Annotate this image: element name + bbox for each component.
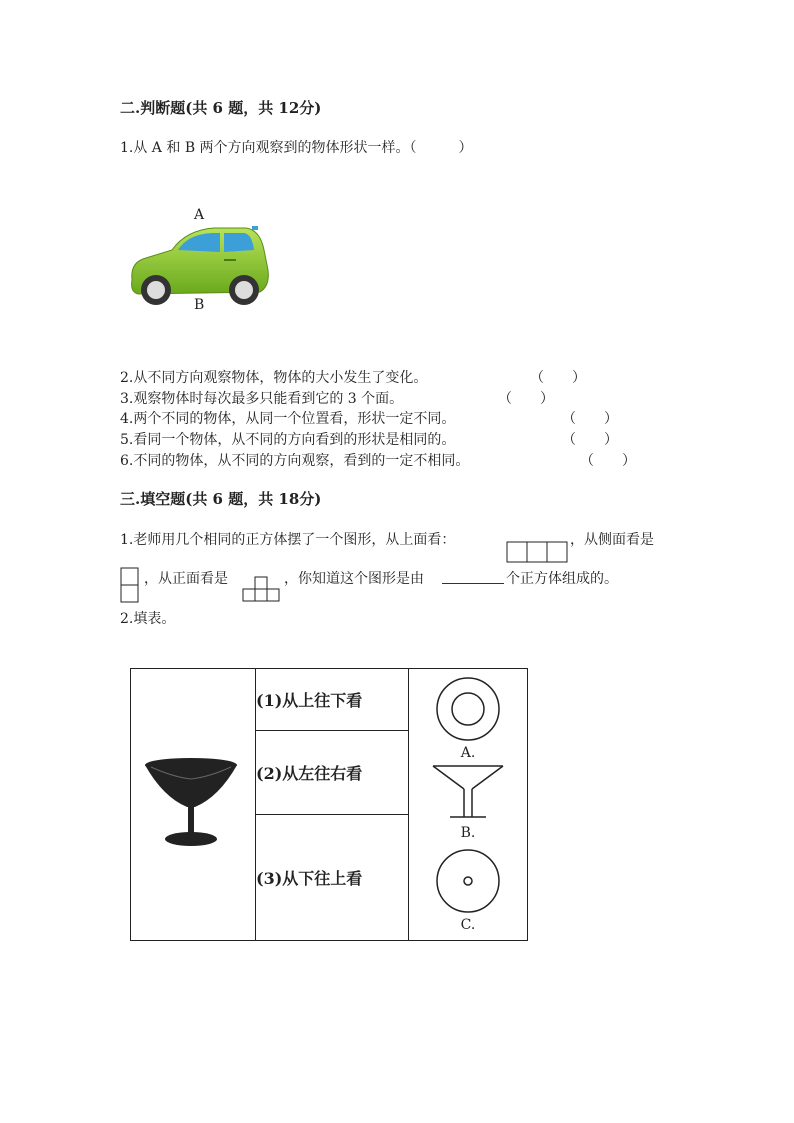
answer-blank-cube-count[interactable] — [442, 569, 504, 584]
view-table — [130, 668, 528, 941]
answer-paren-4[interactable]: （ ） — [562, 411, 618, 427]
question-3: 3.观察物体时每次最多只能看到它的 3 个面。 — [120, 391, 404, 407]
options-cell — [409, 669, 528, 941]
side-view-squares — [120, 567, 140, 603]
section-title-judgement: 二.判断题(共 6 题，共 12分) — [120, 99, 322, 117]
option-b-goblet-outline-icon — [430, 763, 506, 821]
answer-paren-5[interactable]: （ ） — [562, 432, 618, 448]
option-a-label: A. — [460, 745, 476, 761]
answer-paren-3[interactable]: （ ） — [498, 391, 554, 407]
row-left-right: (2)从左往右看 — [256, 731, 409, 815]
front-view-squares — [242, 576, 280, 603]
goblet-cell — [131, 669, 256, 941]
fill-question-1-part3: ，从正面看是 — [144, 571, 228, 587]
question-1: 1.从 A 和 B 两个方向观察到的物体形状一样。（ ） — [120, 140, 473, 156]
car-label-a: A — [194, 207, 205, 223]
car-image — [124, 220, 274, 310]
section-title-fill-blank: 三.填空题(共 6 题，共 18分) — [120, 490, 322, 508]
fill-question-1-part2: ，从侧面看是 — [570, 532, 654, 548]
answer-paren-2[interactable]: （ ） — [530, 370, 586, 386]
row-top-down: (1)从上往下看 — [256, 669, 409, 731]
option-b-label: B. — [460, 825, 476, 841]
question-6: 6.不同的物体，从不同的方向观察，看到的一定不相同。 — [120, 453, 470, 469]
answer-paren-6[interactable]: （ ） — [580, 453, 636, 469]
fill-question-1-part1: 1.老师用几个相同的正方体摆了一个图形，从上面看： — [120, 532, 456, 548]
question-4: 4.两个不同的物体，从同一个位置看，形状一定不同。 — [120, 411, 456, 427]
fill-question-1-part4: ，你知道这个图形是由 — [284, 571, 424, 587]
option-c-dot-circle-icon — [433, 849, 503, 913]
car-label-b: B — [194, 297, 205, 313]
option-c-label: C. — [460, 917, 476, 933]
option-a-rings-icon — [433, 677, 503, 741]
fill-question-1-part5: 个正方体组成的。 — [506, 571, 618, 587]
row-bottom-up: (3)从下往上看 — [256, 815, 409, 941]
fill-question-2: 2.填表。 — [120, 611, 176, 627]
top-view-squares — [506, 541, 568, 563]
question-2: 2.从不同方向观察物体，物体的大小发生了变化。 — [120, 370, 428, 386]
question-5: 5.看同一个物体，从不同的方向看到的形状是相同的。 — [120, 432, 456, 448]
goblet-icon — [143, 757, 243, 849]
